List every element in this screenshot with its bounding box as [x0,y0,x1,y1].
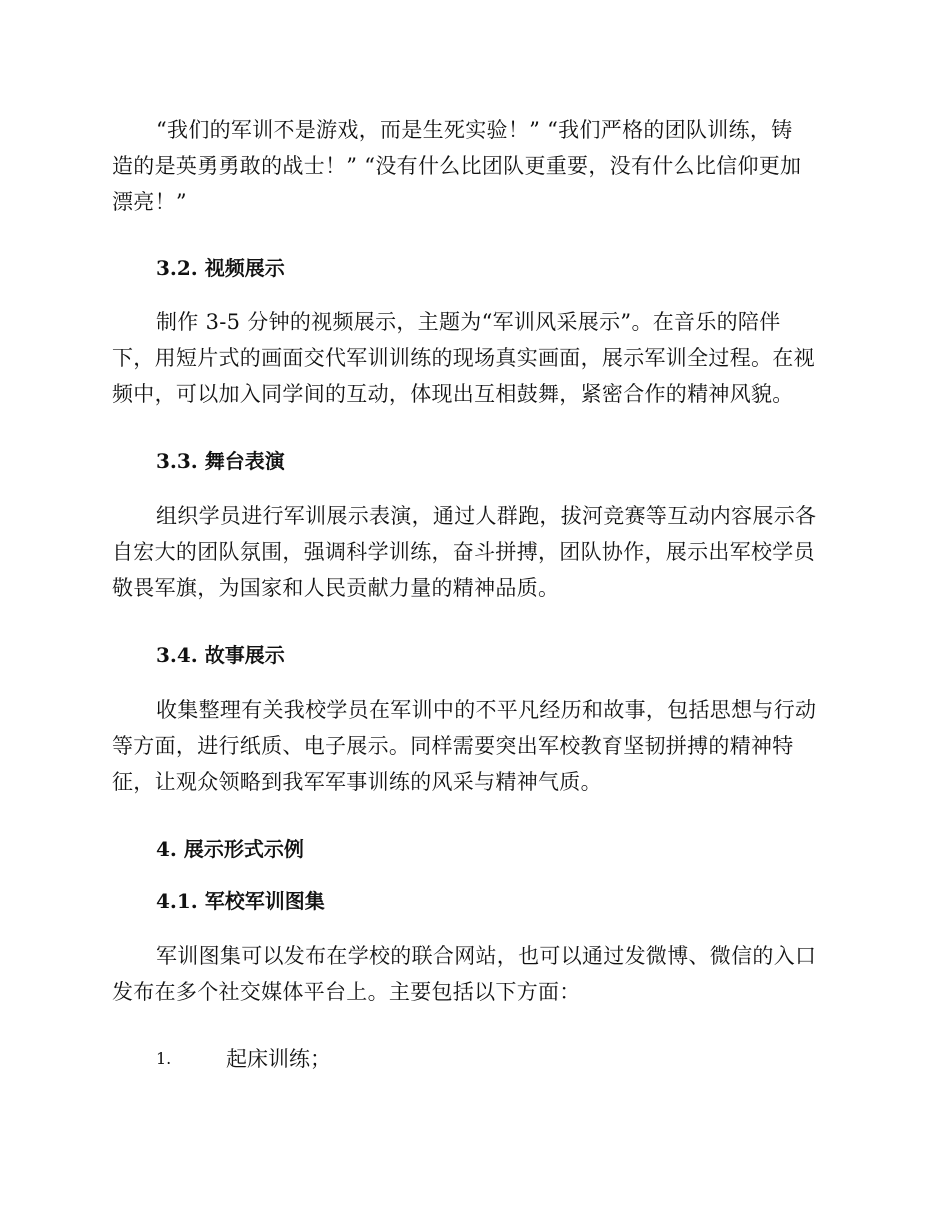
paragraph-line: 自宏大的团队氛围，强调科学训练，奋斗拼搏，团队协作，展示出军校学员 [112,540,815,564]
list-number: 1. [156,1049,172,1068]
paragraph-line: 组织学员进行军训展示表演，通过人群跑，拔河竞赛等互动内容展示各 [156,504,817,528]
section-heading-3-2: 3.2. 视频展示 [156,256,285,280]
section-heading-3-4: 3.4. 故事展示 [156,643,285,667]
paragraph-line: 等方面，进行纸质、电子展示。同样需要突出军校教育坚韧拼搏的精神特 [112,734,794,758]
paragraph-line: 收集整理有关我校学员在军训中的不平凡经历和故事，包括思想与行动 [156,698,817,722]
paragraph-line: 漂亮！” [112,190,187,214]
list-text: 起床训练； [226,1047,331,1071]
section-heading-3-3: 3.3. 舞台表演 [156,449,285,473]
quote-paragraph [112,112,842,220]
paragraph-line: 下，用短片式的画面交代军训训练的现场真实画面，展示军训全过程。在视 [112,346,815,370]
paragraph-line: 敬畏军旗，为国家和人民贡献力量的精神品质。 [112,576,560,600]
stage-paragraph [112,498,842,606]
paragraph-line: 频中，可以加入同学间的互动，体现出互相鼓舞，紧密合作的精神风貌。 [112,382,794,406]
paragraph-line: 造的是英勇勇敢的战士！” “没有什么比团队更重要，没有什么比信仰更加 [112,154,802,178]
section-heading-4: 4. 展示形式示例 [156,837,304,861]
section-heading-4-1: 4.1. 军校军训图集 [156,889,325,913]
paragraph-line: 发布在多个社交媒体平台上。主要包括以下方面： [112,980,581,1004]
paragraph-line: 征，让观众领略到我军军事训练的风采与精神气质。 [112,770,602,794]
video-paragraph [112,304,842,412]
paragraph-line: 军训图集可以发布在学校的联合网站，也可以通过发微博、微信的入口 [156,944,817,968]
paragraph-line: 制作 3-5 分钟的视频展示，主题为“军训风采展示”。在音乐的陪伴 [156,310,781,334]
paragraph-line: “我们的军训不是游戏，而是生死实验！” “我们严格的团队训练，铸 [156,118,793,142]
story-paragraph [112,692,842,800]
gallery-paragraph [112,938,842,1010]
